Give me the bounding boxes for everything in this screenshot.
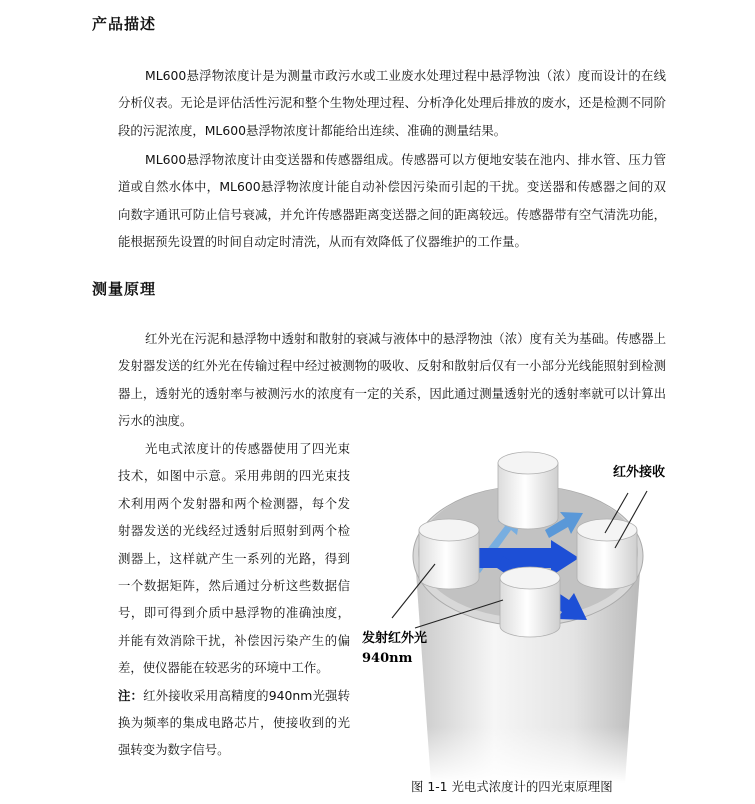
section-title-product-description: 产品描述 xyxy=(92,15,157,33)
paragraph-four-beam-technology: 光电式浓度计的传感器使用了四光束技术，如图中示意。采用弗朗的四光束技术利用两个发射器和两个检测器，每个发射器发送的光线经过透射后照射到两个检测器上，这样就产生一系列的光路，得到一个数据矩阵，然后通过分析这些数据信号，即可得到介质中悬浮物的准确浊度，并能有效消除干扰，补偿因污染产生的偏差，使仪器能在较恶劣的环境中工作。 xyxy=(118,441,350,676)
note-text: 红外接收采用高精度的940nm光强转换为频率的集成电路芯片，使接收到的光强转变为数字信号。 xyxy=(118,687,350,758)
note-label: 注： xyxy=(118,687,144,703)
paragraph-ml600-intro: ML600悬浮物浓度计是为测量市政污水或工业废水处理过程中悬浮物浊（浓）度而设计的在线分析仪表。无论是评估活性污泥和整个生物处理过程、分析净化处理后排放的废水，还是检测不同阶段的污泥浓度，ML600悬浮物浓度计都能给出连续、准确的测量结果。 xyxy=(118,68,666,138)
paragraph-ml600-components: ML600悬浮物浓度计由变送器和传感器组成。传感器可以方便地安装在池内、排水管、压力管道或自然水体中，ML600悬浮物浓度计能自动补偿因污染而引起的干扰。变送器和传感器之间的双向数字通讯可防止信号衰减，并允许传感器距离变送器之间的距离较远。传感器带有空气清洗功能，能根据预先设置的时间自动定时清洗，从而有效降低了仪器维护的工作量。 xyxy=(118,152,666,250)
section-title-measurement-principle: 测量原理 xyxy=(92,280,157,298)
label-emit-infrared: 发射红外光 xyxy=(362,631,428,646)
left-cylinder xyxy=(419,519,479,589)
note-paragraph xyxy=(118,682,350,764)
label-wavelength: 940nm xyxy=(362,651,413,666)
top-cylinder xyxy=(498,452,558,529)
four-beam-diagram xyxy=(355,438,700,783)
four-beam-text-column xyxy=(118,435,350,764)
front-cylinder xyxy=(500,567,560,637)
paragraph-infrared-principle: 红外光在污泥和悬浮物中透射和散射的衰减与液体中的悬浮物浊（浓）度有关为基础。传感器上发射器发送的红外光在传输过程中经过被测物的吸收、反射和散射后仅有一小部分光线能照射到检测器上，透射光的透射率与被测污水的浓度有一定的关系，因此通过测量透射光的透射率就可以计算出污水的浊度。 xyxy=(118,331,666,429)
figure-caption: 图 1-1 光电式浓度计的四光束原理图 xyxy=(411,779,613,794)
label-infrared-receive: 红外接收 xyxy=(613,465,666,480)
